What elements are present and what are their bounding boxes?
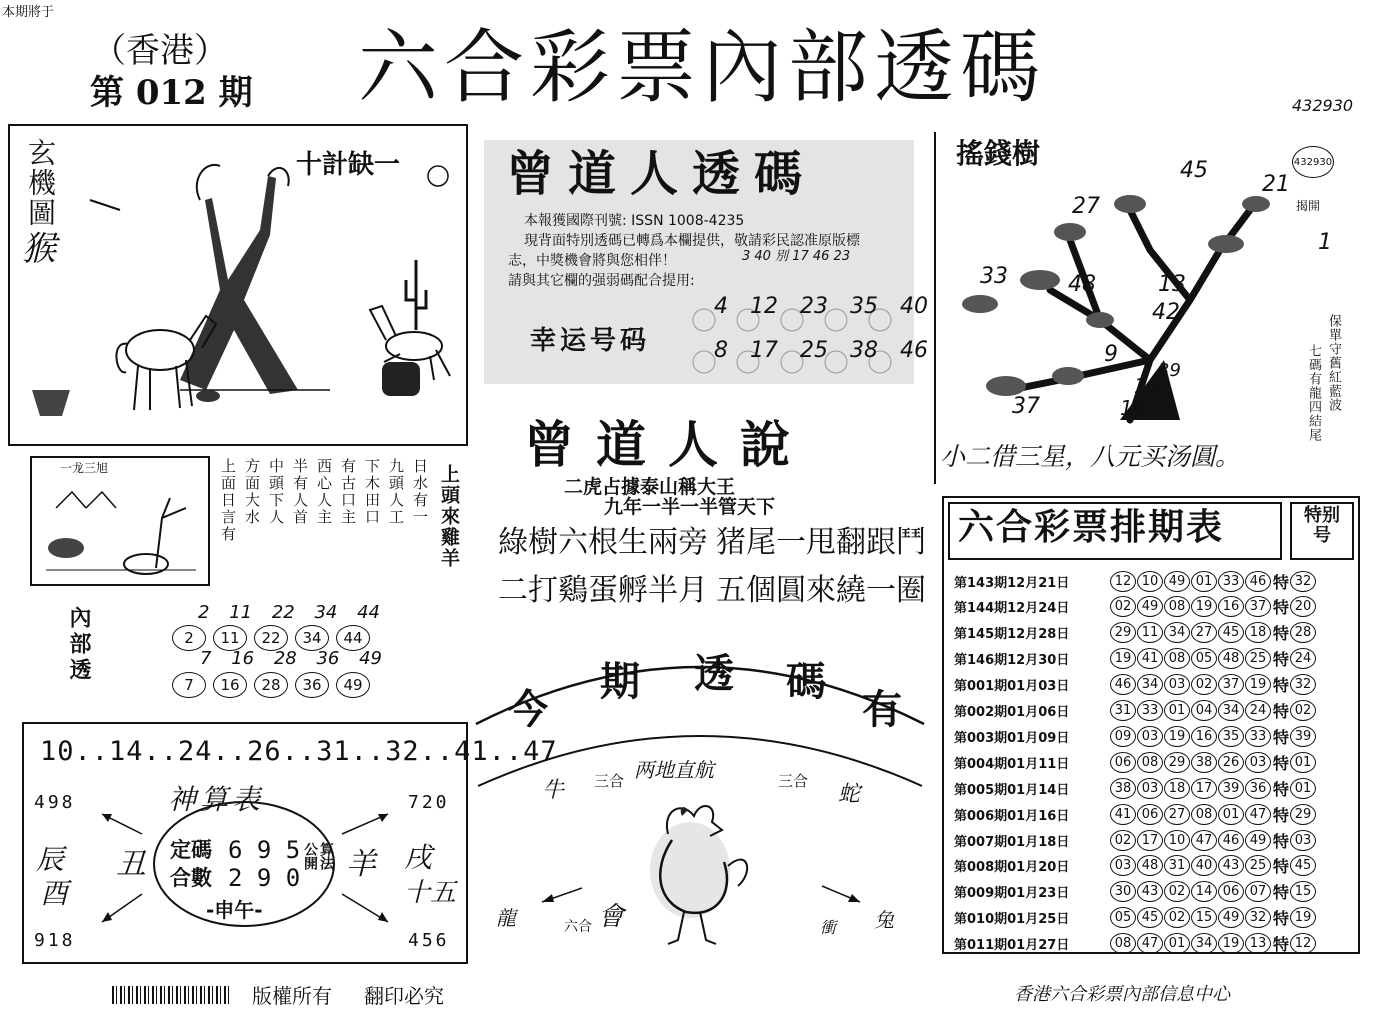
riddle-column: 西心人主 <box>315 458 333 526</box>
schedule-ball: 08 <box>1164 596 1190 617</box>
schedule-ball: 31 <box>1164 855 1190 876</box>
special-mark: 特 <box>1273 572 1290 592</box>
schedule-row-label: 第146期12月30日 <box>954 653 1070 669</box>
schedule-ball: 43 <box>1137 881 1163 902</box>
schedule-ball: 25 <box>1245 855 1271 876</box>
special-ball: 19 <box>1290 907 1316 928</box>
tree-number: 15 <box>1120 396 1146 420</box>
schedule-title: 六合彩票排期表 <box>958 507 1225 548</box>
special-mark: 特 <box>1273 727 1290 747</box>
riddle-column: 方面大水 <box>243 458 261 526</box>
schedule-ball: 17 <box>1191 778 1217 799</box>
riddle-column: 上面日言有 <box>219 458 237 543</box>
inner-ball: 44 <box>336 625 370 651</box>
schedule-ball: 04 <box>1191 700 1217 721</box>
schedule-ball: 02 <box>1191 674 1217 695</box>
schedule-row <box>954 775 1317 801</box>
riddle-column: 中頭下人 <box>267 458 285 526</box>
copyright-a: 版權所有 <box>252 984 332 1008</box>
heng-label: 衝 <box>820 918 837 937</box>
special-mark: 特 <box>1273 831 1290 851</box>
schedule-ball: 02 <box>1110 830 1136 851</box>
schedule-row-label: 第004期01月11日 <box>954 756 1070 772</box>
tree-number: 1 <box>1318 230 1332 255</box>
special-ball: 01 <box>1290 778 1316 799</box>
schedule-ball: 34 <box>1137 674 1163 695</box>
schedule-ball: 19 <box>1245 674 1271 695</box>
arc-char: 期 <box>600 658 640 705</box>
schedule-ball: 39 <box>1218 778 1244 799</box>
schedule-ball: 12 <box>1110 571 1136 592</box>
schedule-ball: 49 <box>1137 596 1163 617</box>
special-mark: 特 <box>1273 935 1290 955</box>
long-label: 龍 <box>496 906 516 930</box>
riddle-caption: 一龙三旭 <box>60 461 109 475</box>
schedule-ball: 33 <box>1245 726 1271 747</box>
sanhe-left: 三合 <box>594 772 625 790</box>
issue-label: 第 012 期 <box>90 73 253 113</box>
shensuan-num-br: 456 <box>408 930 450 951</box>
schedule-ball: 35 <box>1218 726 1244 747</box>
tree-number: 48 <box>1068 272 1096 297</box>
schedule-ball: 01 <box>1218 804 1244 825</box>
schedule-ball: 29 <box>1110 622 1136 643</box>
schedule-ball: 46 <box>1110 674 1136 695</box>
schedule-ball: 05 <box>1110 907 1136 928</box>
schedule-ball: 37 <box>1218 674 1244 695</box>
special-mark: 特 <box>1273 598 1290 618</box>
schedule-ball: 30 <box>1110 881 1136 902</box>
niu-label: 牛 <box>542 778 565 803</box>
schedule-ball: 25 <box>1245 648 1271 669</box>
he-value: 2 9 0 <box>228 864 301 892</box>
zeng-desc3: 請與其它欄的强弱碼配合提用: <box>508 273 695 289</box>
ding-value: 6 9 5 <box>228 836 301 864</box>
schedule-ball: 06 <box>1110 752 1136 773</box>
money-tree-stamp: 432930 <box>1292 146 1334 178</box>
tree-number: 21 <box>1262 172 1290 197</box>
inner-hand-row1: 2 11 22 34 44 <box>198 602 381 623</box>
xuanji-handwritten: 猴 <box>22 229 56 269</box>
schedule-row-label: 第009期01月23日 <box>954 886 1070 902</box>
schedule-row <box>954 620 1317 646</box>
schedule-ball: 17 <box>1137 830 1163 851</box>
schedule-ball: 02 <box>1164 907 1190 928</box>
tree-number: 13 <box>1158 272 1186 297</box>
special-label: 特别号 <box>1304 505 1340 546</box>
schedule-ball: 01 <box>1164 700 1190 721</box>
schedule-ball: 16 <box>1191 726 1217 747</box>
schedule-ball: 03 <box>1245 752 1271 773</box>
shensuan-number-line: 10..14..24..26..31..32..41..47 <box>40 736 558 767</box>
special-ball: 39 <box>1290 726 1316 747</box>
schedule-ball: 31 <box>1110 700 1136 721</box>
schedule-ball: 34 <box>1164 622 1190 643</box>
inner-balls-row2 <box>172 672 371 698</box>
schedule-ball: 41 <box>1110 804 1136 825</box>
zeng-says-line2: 九年一半一半管天下 <box>604 496 776 518</box>
inner-ball: 34 <box>295 625 329 651</box>
schedule-ball: 06 <box>1218 881 1244 902</box>
schedule-ball: 43 <box>1218 855 1244 876</box>
lucky-row2: 8 17 25 38 46 <box>714 338 928 363</box>
schedule-row <box>954 801 1317 827</box>
special-ball: 29 <box>1290 804 1316 825</box>
schedule-ball: 46 <box>1218 830 1244 851</box>
schedule-ball: 08 <box>1164 648 1190 669</box>
schedule-ball: 18 <box>1164 778 1190 799</box>
ding-label: 定碼 <box>170 838 212 862</box>
inner-ball: 22 <box>254 625 288 651</box>
tree-number: 27 <box>1072 194 1100 219</box>
lucky-row1: 4 12 23 35 40 <box>714 294 928 319</box>
gongkai-label: 公開 <box>302 842 318 870</box>
xuanji-illustration <box>30 140 460 430</box>
zeng-scribble: 3 40 別 17 46 23 <box>742 249 851 264</box>
schedule-ball: 48 <box>1218 648 1244 669</box>
schedule-row-label: 第001期01月03日 <box>954 679 1070 695</box>
schedule-ball: 02 <box>1110 596 1136 617</box>
riddle-column: 日水有一 <box>411 458 429 526</box>
schedule-ball: 38 <box>1191 752 1217 773</box>
schedule-ball: 38 <box>1110 778 1136 799</box>
suanfa-label: 算法 <box>318 842 334 870</box>
he-label: 合數 <box>170 866 212 890</box>
schedule-ball: 45 <box>1218 622 1244 643</box>
schedule-ball: 40 <box>1191 855 1217 876</box>
schedule-ball: 32 <box>1245 907 1271 928</box>
riddle-illustration <box>36 478 206 582</box>
special-ball: 28 <box>1290 622 1316 643</box>
special-ball: 32 <box>1290 674 1316 695</box>
money-tree-side1: 保單守舊紅藍波 <box>1326 314 1341 412</box>
schedule-ball: 03 <box>1137 778 1163 799</box>
arc-char: 有 <box>862 686 902 733</box>
shensuan-num-bl: 918 <box>34 930 76 951</box>
copyright-b: 翻印必究 <box>364 984 444 1008</box>
tree-number: 33 <box>980 264 1008 289</box>
zeng-poem-2a: 二打鷄蛋孵半月 <box>498 573 708 608</box>
zeng-issn: 本報獲國際刊號: ISSN 1008-4235 <box>524 213 745 229</box>
tree-number: 37 <box>1012 394 1040 419</box>
schedule-row <box>954 905 1317 931</box>
special-ball: 01 <box>1290 752 1316 773</box>
schedule-ball: 07 <box>1245 881 1271 902</box>
zeng-desc2: 志，中獎機會將與您相伴！ <box>508 253 676 269</box>
special-mark: 特 <box>1273 883 1290 903</box>
shensuan-left-a: 辰 <box>36 843 65 876</box>
schedule-row <box>954 594 1317 620</box>
money-tree-illustration <box>950 170 1280 440</box>
schedule-ball: 46 <box>1245 571 1271 592</box>
special-ball: 45 <box>1290 855 1316 876</box>
zeng-says-title: 曾道人說 <box>524 415 812 474</box>
shensuan-right-c: 十五 <box>404 878 457 908</box>
schedule-ball: 03 <box>1137 726 1163 747</box>
she-label: 蛇 <box>838 782 861 807</box>
schedule-row-label: 第002期01月06日 <box>954 705 1070 720</box>
liuhe-label: 六合 <box>564 919 592 935</box>
tu-label: 兔 <box>874 908 894 932</box>
schedule-ball: 06 <box>1137 804 1163 825</box>
inner-code-label: 內部透 <box>66 606 92 684</box>
schedule-ball: 14 <box>1191 881 1217 902</box>
schedule-ball: 09 <box>1110 726 1136 747</box>
schedule-row <box>954 931 1317 957</box>
schedule-ball: 10 <box>1164 830 1190 851</box>
schedule-ball: 33 <box>1218 571 1244 592</box>
arc-char: 今 <box>508 686 548 733</box>
riddle-column: 下木田口 <box>363 458 381 526</box>
special-mark: 特 <box>1273 753 1290 773</box>
shensuan-num-tr: 720 <box>408 792 450 813</box>
schedule-ball: 47 <box>1191 830 1217 851</box>
schedule-ball: 34 <box>1218 700 1244 721</box>
schedule-ball: 16 <box>1218 596 1244 617</box>
special-mark: 特 <box>1273 624 1290 644</box>
schedule-row-label: 第144期12月24日 <box>954 601 1070 617</box>
money-tree-side2: 七碼有龍四結尾 <box>1306 344 1321 442</box>
schedule-ball: 19 <box>1218 933 1244 954</box>
riddle-right-column: 上頭來雞羊 <box>438 464 460 569</box>
schedule-row-label: 第145期12月28日 <box>954 627 1070 643</box>
special-ball: 20 <box>1290 596 1316 617</box>
special-ball: 32 <box>1290 571 1316 592</box>
schedule-ball: 15 <box>1191 907 1217 928</box>
schedule-row <box>954 698 1317 724</box>
schedule-ball: 47 <box>1245 804 1271 825</box>
tree-number: 42 <box>1152 300 1180 325</box>
inner-ball: 28 <box>254 672 288 698</box>
schedule-row <box>954 568 1317 594</box>
schedule-ball: 45 <box>1137 907 1163 928</box>
zeng-top-title: 曾道人透碼 <box>506 146 817 202</box>
schedule-row-label: 第007期01月18日 <box>954 834 1070 850</box>
schedule-ball: 27 <box>1191 622 1217 643</box>
schedule-ball: 03 <box>1110 855 1136 876</box>
special-mark: 特 <box>1273 676 1290 696</box>
riddle-column: 有古口主 <box>339 458 357 526</box>
schedule-ball: 37 <box>1245 596 1271 617</box>
schedule-ball: 49 <box>1245 830 1271 851</box>
schedule-ball: 19 <box>1110 648 1136 669</box>
money-tree-title: 搖錢樹 <box>956 137 1041 170</box>
lianghang-label: 两地直航 <box>634 758 714 782</box>
schedule-ball: 01 <box>1164 933 1190 954</box>
corner-note: 本期將于 <box>2 5 55 20</box>
shensuan-right-b: 戌 <box>404 841 433 874</box>
money-tree-stamp-sub: 揭開 <box>1296 199 1321 213</box>
inner-hand-row2: 7 16 28 36 49 <box>200 648 383 669</box>
schedule-ball: 47 <box>1137 933 1163 954</box>
xuanji-label: 玄機圖 <box>24 138 57 228</box>
region-label: （香港） <box>92 31 228 71</box>
zeng-desc1: 現背面特別透碼已轉爲本欄提供，敬請彩民認准原版標 <box>524 233 860 249</box>
schedule-ball: 29 <box>1164 752 1190 773</box>
page-title: 六合彩票內部透碼 <box>358 21 1046 114</box>
tree-number: 45 <box>1180 158 1208 183</box>
schedule-row-label: 第010期01月25日 <box>954 912 1070 928</box>
schedule-row-label: 第011期01月27日 <box>954 938 1070 954</box>
schedule-row <box>954 827 1317 853</box>
special-ball: 15 <box>1290 881 1316 902</box>
schedule-ball: 19 <box>1164 726 1190 747</box>
special-ball: 02 <box>1290 700 1316 721</box>
schedule-ball: 08 <box>1110 933 1136 954</box>
schedule-row <box>954 672 1317 698</box>
schedule-ball: 41 <box>1137 648 1163 669</box>
corner-number: 432930 <box>1292 96 1354 115</box>
inner-ball: 49 <box>336 672 370 698</box>
schedule-ball: 49 <box>1218 907 1244 928</box>
shensuan-title: 神算表 <box>168 783 265 816</box>
schedule-ball: 03 <box>1164 674 1190 695</box>
schedule-row <box>954 749 1317 775</box>
schedule-ball: 11 <box>1137 622 1163 643</box>
special-mark: 特 <box>1273 650 1290 670</box>
schedule-ball: 27 <box>1164 804 1190 825</box>
special-ball: 03 <box>1290 830 1316 851</box>
schedule-ball: 02 <box>1164 881 1190 902</box>
zeng-poem-1a: 綠樹六根生兩旁 <box>498 525 708 560</box>
riddle-column: 半有人首 <box>291 458 309 526</box>
schedule-ball: 19 <box>1191 596 1217 617</box>
special-mark: 特 <box>1273 702 1290 721</box>
money-tree-caption: 小二借三星，八元买汤圓。 <box>940 442 1241 471</box>
schedule-ball: 13 <box>1245 933 1271 954</box>
schedule-ball: 08 <box>1137 752 1163 773</box>
schedule-ball: 08 <box>1191 804 1217 825</box>
schedule-row-label: 第008期01月20日 <box>954 860 1070 876</box>
schedule-row-label: 第006期01月16日 <box>954 808 1070 824</box>
footer-center-name: 香港六合彩票內部信息中心 <box>1014 984 1230 1005</box>
special-mark: 特 <box>1273 857 1290 877</box>
schedule-row <box>954 853 1317 879</box>
arc-char: 透 <box>694 650 734 697</box>
schedule-ball: 49 <box>1164 571 1190 592</box>
shensuan-num-tl: 498 <box>34 792 76 813</box>
special-mark: 特 <box>1273 805 1290 825</box>
he-char: 會 <box>598 902 625 932</box>
barcode <box>112 986 232 1004</box>
schedule-ball: 36 <box>1245 778 1271 799</box>
tree-number: 19 <box>1134 374 1160 398</box>
special-ball: 12 <box>1290 933 1316 954</box>
schedule-ball: 05 <box>1191 648 1217 669</box>
zeng-says-line1: 二虎占據泰山稱大王 <box>564 476 736 498</box>
special-ball: 24 <box>1290 648 1316 669</box>
shensuan-left-b: 酉 <box>40 877 69 910</box>
arc-char: 碼 <box>786 658 826 705</box>
schedule-row-label: 第005期01月14日 <box>954 782 1070 798</box>
schedule-ball: 48 <box>1137 855 1163 876</box>
shensuan-bottom-line: -申午- <box>206 898 263 922</box>
schedule-ball: 24 <box>1245 700 1271 721</box>
zeng-poem-2b: 五個圓來繞一圈 <box>716 573 926 608</box>
xuanji-phrase: 十計缺一 <box>296 150 401 180</box>
schedule-ball: 01 <box>1191 571 1217 592</box>
schedule-row-label: 第003期01月09日 <box>954 730 1070 746</box>
schedule-ball: 33 <box>1137 700 1163 721</box>
shensuan-right-a: 羊 <box>346 847 376 882</box>
schedule-row <box>954 879 1317 905</box>
inner-ball: 11 <box>213 625 247 651</box>
tree-number: 39 <box>1158 360 1181 381</box>
schedule-ball: 34 <box>1191 933 1217 954</box>
schedule-ball: 10 <box>1137 571 1163 592</box>
inner-ball: 16 <box>213 672 247 698</box>
riddle-column: 九頭人工 <box>387 458 405 526</box>
shensuan-left-c: 丑 <box>116 847 146 882</box>
inner-ball: 2 <box>172 625 206 651</box>
zeng-poem-1b: 猪尾一甩翻跟鬥 <box>716 525 926 560</box>
inner-ball: 36 <box>295 672 329 698</box>
sanhe-right: 三合 <box>778 772 809 790</box>
inner-ball: 7 <box>172 672 206 698</box>
schedule-row-label: 第143期12月21日 <box>954 575 1070 591</box>
special-mark: 特 <box>1273 909 1290 929</box>
schedule-row <box>954 723 1317 749</box>
lucky-label: 幸运号码 <box>530 326 651 356</box>
tree-number: 9 <box>1104 342 1118 367</box>
schedule-ball: 26 <box>1218 752 1244 773</box>
special-mark: 特 <box>1273 779 1290 799</box>
schedule-ball: 18 <box>1245 622 1271 643</box>
schedule-row <box>954 646 1317 672</box>
